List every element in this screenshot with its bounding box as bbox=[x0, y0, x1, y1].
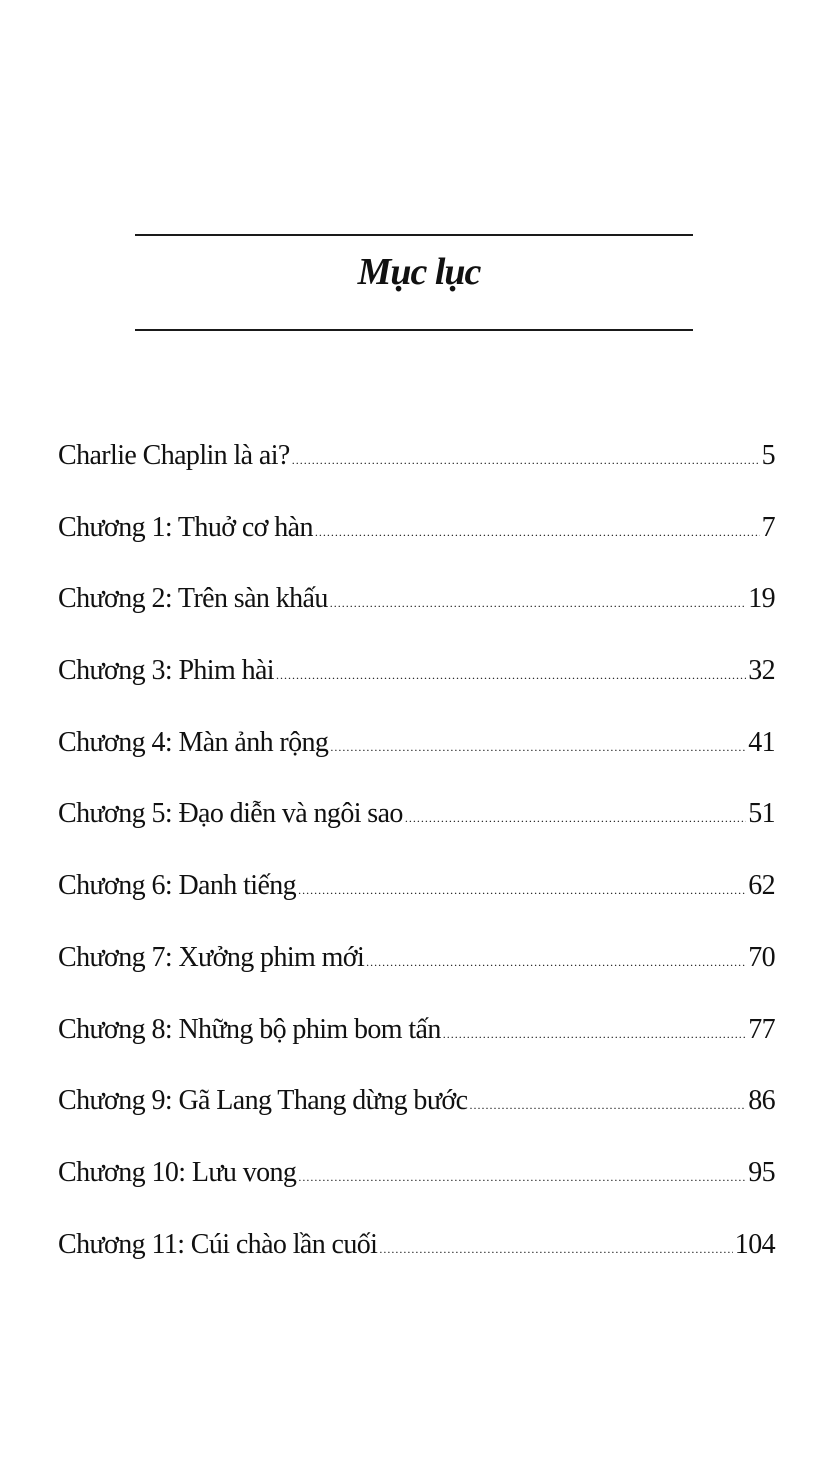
toc-entry-page: 70 bbox=[748, 941, 775, 973]
toc-entry-label: Chương 4: Màn ảnh rộng bbox=[58, 726, 329, 758]
toc-entry-page: 86 bbox=[748, 1085, 775, 1117]
toc-entry-label: Chương 3: Phim hài bbox=[58, 655, 274, 687]
dot-leader bbox=[298, 883, 746, 898]
page-title: Mục lục bbox=[357, 251, 481, 293]
toc-entry-page: 5 bbox=[761, 440, 775, 471]
toc-entry-label: Chương 8: Những bộ phim bom tấn bbox=[58, 1013, 441, 1045]
dot-leader bbox=[405, 811, 746, 826]
toc-entry-page: 7 bbox=[761, 511, 775, 543]
toc-entry-page: 51 bbox=[748, 798, 775, 830]
dot-leader bbox=[276, 668, 746, 683]
toc-entry-label: Chương 2: Trên sàn khấu bbox=[58, 583, 328, 615]
toc-entry-label: Chương 11: Cúi chào lần cuối bbox=[58, 1228, 378, 1260]
dot-leader bbox=[379, 1242, 732, 1257]
toc-entry bbox=[58, 512, 775, 584]
toc-entry-page: 62 bbox=[748, 870, 775, 902]
toc-entry-page: 41 bbox=[748, 726, 775, 758]
toc-entry-label: Charlie Chaplin là ai? bbox=[58, 440, 290, 471]
toc-entry bbox=[58, 1157, 775, 1229]
dot-leader bbox=[469, 1098, 746, 1113]
toc-entry-page: 77 bbox=[748, 1013, 775, 1045]
dot-leader bbox=[298, 1170, 746, 1185]
dot-leader bbox=[330, 596, 746, 611]
toc-entry bbox=[58, 870, 775, 942]
toc-entry bbox=[58, 1229, 775, 1301]
toc-entry bbox=[58, 942, 775, 1014]
dot-leader bbox=[330, 740, 746, 755]
toc-entry bbox=[58, 1085, 775, 1157]
toc-entry-label: Chương 9: Gã Lang Thang dừng bước bbox=[58, 1085, 468, 1117]
toc-entry-label: Chương 6: Danh tiếng bbox=[58, 870, 297, 902]
toc-entry-page: 95 bbox=[748, 1156, 775, 1188]
toc-entry-label: Chương 1: Thuở cơ hàn bbox=[58, 511, 313, 543]
toc-entry bbox=[58, 440, 775, 512]
toc-entry bbox=[58, 727, 775, 799]
dot-leader bbox=[443, 1027, 746, 1042]
toc-entry-label: Chương 10: Lưu vong bbox=[58, 1156, 297, 1188]
toc-entry bbox=[58, 655, 775, 727]
toc-entry-page: 32 bbox=[748, 655, 775, 687]
toc-entry bbox=[58, 583, 775, 655]
toc-entry bbox=[58, 798, 775, 870]
toc-entry-label: Chương 7: Xưởng phim mới bbox=[58, 941, 365, 973]
dot-leader bbox=[366, 955, 746, 970]
top-rule bbox=[135, 234, 693, 236]
toc-entry bbox=[58, 1014, 775, 1086]
table-of-contents bbox=[58, 440, 775, 1300]
dot-leader bbox=[315, 525, 760, 540]
toc-entry-label: Chương 5: Đạo diễn và ngôi sao bbox=[58, 798, 403, 830]
toc-entry-page: 19 bbox=[748, 583, 775, 615]
toc-entry-page: 104 bbox=[734, 1228, 775, 1260]
bottom-rule bbox=[135, 329, 693, 331]
dot-leader bbox=[292, 453, 760, 468]
